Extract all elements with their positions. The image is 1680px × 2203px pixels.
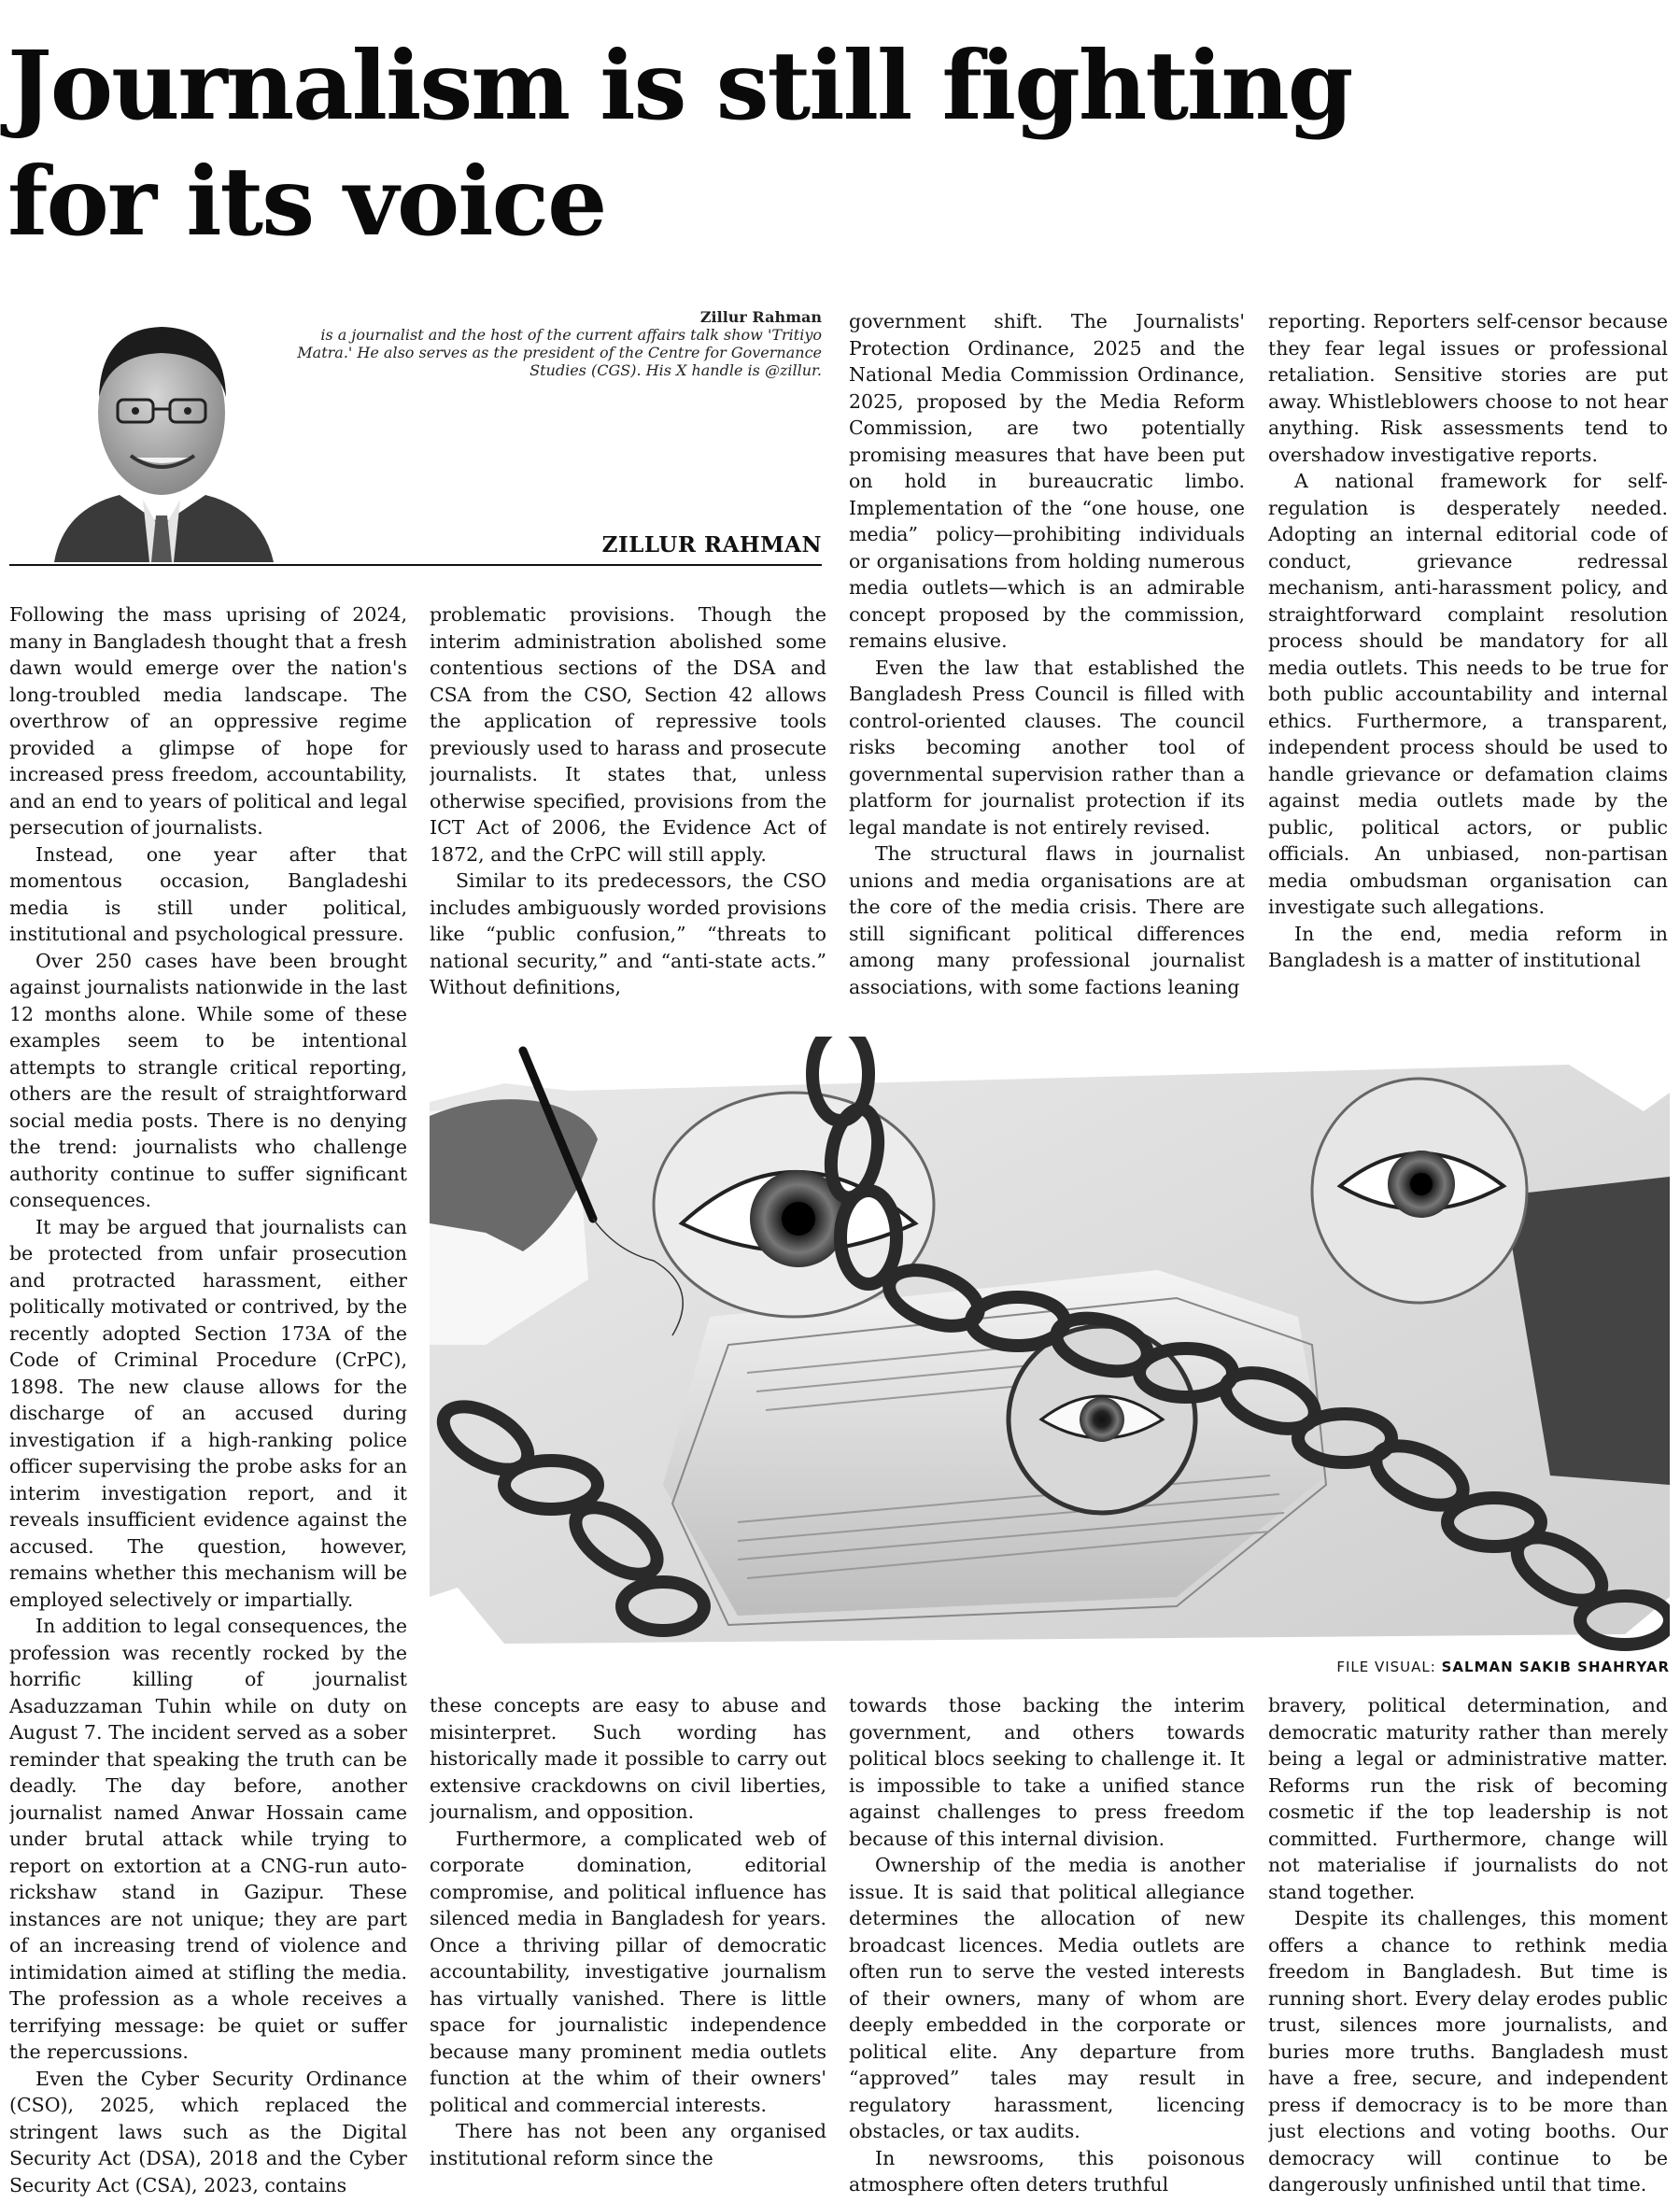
photo-credit [1121, 1659, 1670, 1675]
paragraph: Over 250 cases have been brought against journalists nationwide in the last 12 months alone. While some of these examples seem to be intentional attempts to strangle critical reporting, others are the result of straightforward social media posts. There is no denying the trend: journalists who challenge authority continue to suffer significant consequences. [9, 949, 407, 1211]
author-name: Zillur Rahman [699, 308, 822, 326]
paragraph: Furthermore, a complicated web of corporate domination, editorial compromise, and political influence has silenced media in Bangladesh for years. Once a thriving pillar of democratic accountability, investigative journalism has virtually vanished. There is little space for journalistic independence because many prominent media outlets function at the whim of their owners' political and commercial interests. [430, 1827, 826, 2116]
author-byline: ZILLUR RAHMAN [601, 532, 822, 558]
paragraph: reporting. Reporters self-censor because they fear legal issues or professional retaliation. Sensitive stories are put away. Whistleblowers choose to not hear anything. Risk assessments tend to overshadow investigative reports. [1268, 310, 1668, 466]
paragraph: problematic provisions. Though the interim administration abolished some contentious sections of the DSA and CSA from the CSO, Section 42 allows the application of repressive tools previously used to harass and prosecute journalists. It states that, unless otherwise specified, provisions from the ICT Act of 2006, the Evidence Act of 1872, and the CrPC will still apply. [430, 603, 826, 866]
article-column-4-bottom [1268, 1692, 1668, 2201]
article-column-2-bottom [430, 1692, 826, 2201]
paragraph: The structural flaws in journalist unions and media organisations are at the core of the media crisis. There are still significant political differences among many professional journalist associations, with some factions leaning [849, 842, 1245, 998]
author-portrait [45, 308, 278, 562]
paragraph: Instead, one year after that momentous occasion, Bangladeshi media is still under political, institutional and psychological pressure. [9, 842, 407, 945]
article-illustration [430, 1037, 1670, 1655]
headline [7, 28, 1670, 260]
paragraph: A national framework for self-regulation is desperately needed. Adopting an internal editorial code of conduct, grievance redressal mechanism, anti-harassment policy, and straightforward complaint resolution process should be mandatory for all media outlets. This needs to be true for both public accountability and internal ethics. Furthermore, a transparent, independent process should be used to handle grievance or defamation claims against media outlets made by the public, political actors, or public officials. An unbiased, non-partisan media ombudsman organisation can investigate such allegations. [1268, 470, 1668, 918]
photo-credit-label: FILE VISUAL: [1336, 1659, 1436, 1675]
article-column-4-top [1268, 308, 1668, 1012]
author-bio-block [280, 308, 822, 379]
paragraph: bravery, political determination, and democratic maturity rather than merely being a legal or administrative matter. Reforms run the risk of becoming cosmetic if the top leadership is not committed. Furthermore, change will not materialise if journalists do not stand together. [1268, 1694, 1668, 1903]
paragraph: Despite its challenges, this moment offers a chance to rethink media freedom in Bangladesh. But time is running short. Every delay erodes public trust, silences more journalists, and buries more truths. Bangladesh must have a free, secure, and independent press if democracy is to be more than just elections and voting booths. Our democracy will continue to be dangerously unfinished until that time. [1268, 1907, 1668, 2196]
paragraph: these concepts are easy to abuse and misinterpret. Such wording has historically made it possible to carry out extensive crackdowns on civil liberties, journalism, and opposition. [430, 1694, 826, 1823]
article-column-3-bottom [849, 1692, 1245, 2201]
paragraph: It may be argued that journalists can be protected from unfair prosecution and protracted harassment, either politically motivated or contrived, by the recently adopted Section 173A of the Code of Criminal Procedure (CrPC), 1898. The new clause allows for the discharge of an accused during investigation if a high-ranking police officer supervising the probe asks for an interim investigation report, and it reveals insufficient evidence against the accused. The question, however, remains whether this mechanism will be employed selectively or impartially. [9, 1215, 407, 1611]
paragraph: Even the Cyber Security Ordinance (CSO), 2025, which replaced the stringent laws such as the Digital Security Act (DSA), 2018 and the Cyber Security Act (CSA), 2023, contains [9, 2067, 407, 2196]
paragraph: Similar to its predecessors, the CSO includes ambiguously worded provisions like “public confusion,” “threats to national security,” and “anti-state acts.” Without definitions, [430, 869, 826, 998]
article-column-2-top [430, 601, 826, 1012]
paragraph: towards those backing the interim government, and others towards political blocs seeking to challenge it. It is impossible to take a unified stance against challenges to press freedom because of this internal division. [849, 1694, 1245, 1850]
paragraph: government shift. The Journalists' Protection Ordinance, 2025 and the National Media Commission Ordinance, 2025, proposed by the Media Reform Commission, are two potentially promising measures that have been put on hold in bureaucratic limbo. Implementation of the “one house, one media” policy—prohibiting individuals or organisations from holding numerous media outlets—which is an admirable concept proposed by the commission, remains elusive. [849, 310, 1245, 652]
author-bio: is a journalist and the host of the current affairs talk show 'Tritiyo Matra.' He also serves as the president of the Centre for Governance Studies (CGS). His X handle is @zillur. [297, 326, 822, 379]
photo-credit-name: SALMAN SAKIB SHAHRYAR [1441, 1659, 1670, 1675]
paragraph: In newsrooms, this poisonous atmosphere often deters truthful [849, 2146, 1245, 2196]
headline-line-1: Journalism is still fighting [7, 30, 1352, 141]
headline-line-2: for its voice [7, 146, 606, 257]
paragraph: Following the mass uprising of 2024, many in Bangladesh thought that a fresh dawn would emerge over the nation's long-troubled media landscape. The overthrow of an oppressive regime provided a glimpse of hope for increased press freedom, accountability, and an end to years of political and legal persecution of journalists. [9, 603, 407, 839]
byline-divider [9, 564, 822, 566]
paragraph: There has not been any organised institutional reform since the [430, 2120, 826, 2169]
paragraph: Ownership of the media is another issue. It is said that political allegiance determines the allocation of new broadcast licences. Media outlets are often run to serve the vested interests of their owners, many of whom are deeply embedded in the corporate or political elite. Any departure from “approved” tales may result in regulatory harassment, licencing obstacles, or tax audits. [849, 1854, 1245, 2142]
article-column-1 [9, 601, 407, 2203]
paragraph: In the end, media reform in Bangladesh is a matter of institutional [1268, 922, 1668, 971]
paragraph: In addition to legal consequences, the profession was recently rocked by the horrific killing of journalist Asaduzzaman Tuhin while on duty on August 7. The incident served as a sober reminder that speaking the truth can be deadly. The day before, another journalist named Anwar Hossain came under brutal attack while trying to report on extortion at a CNG-run auto-rickshaw stand in Gazipur. These instances are not unique; they are part of an increasing trend of violence and intimidation aimed at stifling the media. The profession as a whole receives a terrifying message: be quiet or suffer the repercussions. [9, 1615, 407, 2063]
article-column-3-top [849, 308, 1245, 1012]
paragraph: Even the law that established the Bangladesh Press Council is filled with control-oriented clauses. The council risks becoming another tool of governmental supervision rather than a platform for journalist protection if its legal mandate is not entirely revised. [849, 656, 1245, 839]
